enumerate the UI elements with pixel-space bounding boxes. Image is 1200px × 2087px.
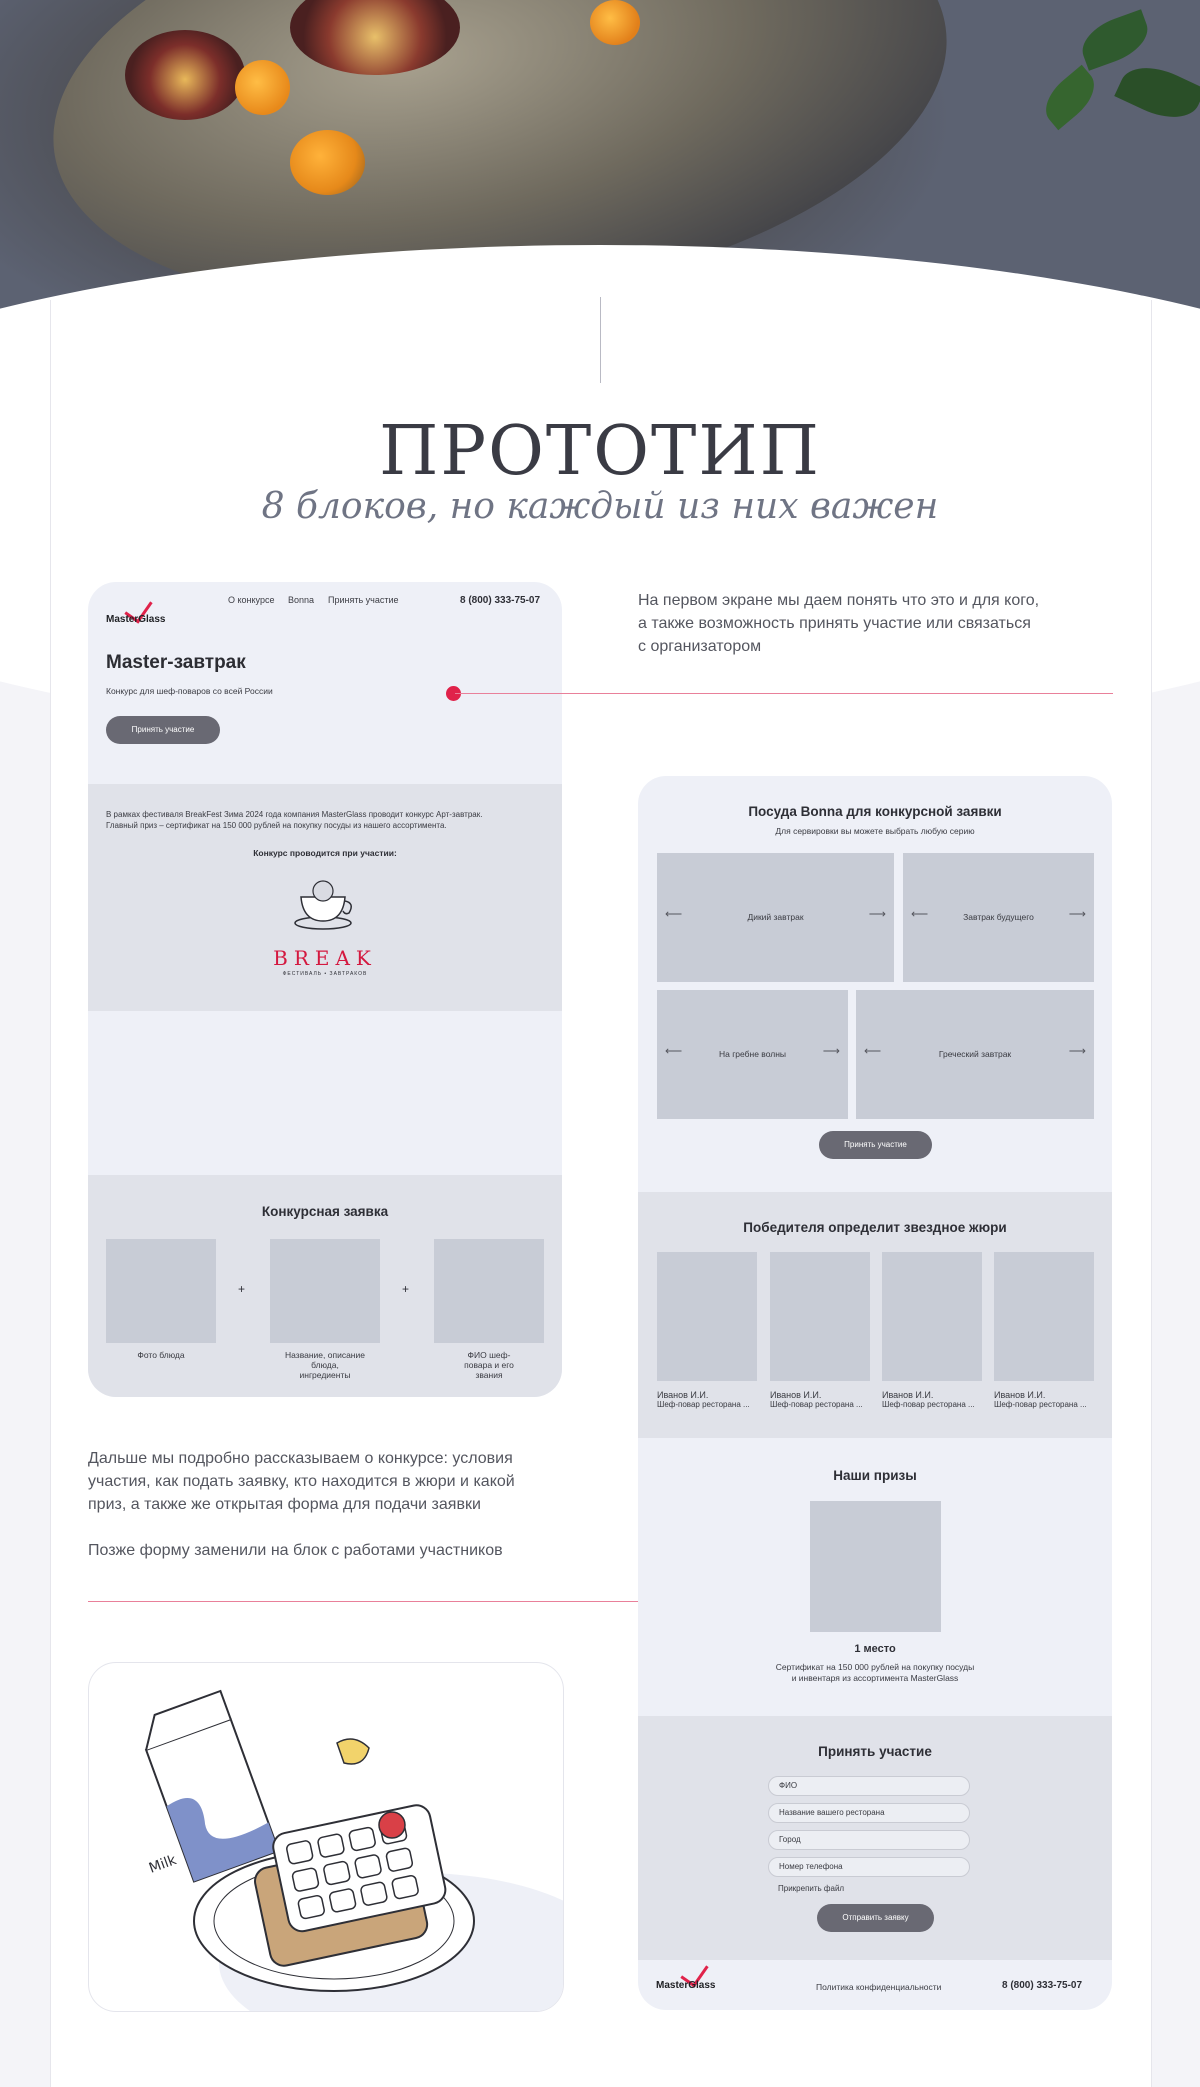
partner-caption: ФЕСТИВАЛЬ • ЗАВТРАКОВ bbox=[282, 971, 368, 977]
partner-logo: BREAK bbox=[273, 946, 377, 970]
about-section bbox=[88, 784, 562, 1011]
jury-role: Шеф-повар ресторана ... bbox=[657, 1400, 750, 1409]
description-placeholder bbox=[270, 1239, 380, 1343]
cta-button[interactable]: Принять участие bbox=[106, 716, 220, 744]
partner-heading: Конкурс проводится при участии: bbox=[253, 848, 397, 858]
series-label: Дикий завтрак bbox=[747, 912, 804, 922]
description-line: участия, как подать заявку, кто находится в жюри и какой bbox=[88, 1473, 515, 1490]
description-line: а также возможность принять участие или связаться bbox=[638, 615, 1031, 632]
plus-sign: + bbox=[238, 1282, 246, 1296]
jury-role: Шеф-повар ресторана ... bbox=[882, 1400, 975, 1409]
arrow-left-icon[interactable]: ⟵ bbox=[665, 1044, 683, 1058]
milk-label: Milk bbox=[146, 1852, 179, 1877]
item-caption: ФИО шеф-повара и его звания bbox=[464, 1350, 514, 1380]
leaf-image bbox=[1036, 65, 1104, 130]
passion-fruit-image bbox=[125, 30, 245, 120]
jury-name: Иванов И.И. bbox=[882, 1390, 934, 1400]
physalis-image bbox=[235, 60, 290, 115]
physalis-image bbox=[590, 0, 640, 45]
description-line: приз, а также же открытая форма для подачи заявки bbox=[88, 1496, 481, 1513]
physalis-image bbox=[290, 130, 365, 195]
nav-item[interactable]: О конкурсе bbox=[228, 595, 275, 605]
series-tile[interactable] bbox=[657, 990, 848, 1119]
nav-item[interactable]: Bonna bbox=[288, 595, 315, 605]
jury-card bbox=[770, 1252, 870, 1409]
arrow-right-icon[interactable]: ⟶ bbox=[868, 907, 886, 921]
description-line: Дальше мы подробно рассказываем о конкурсе: условия bbox=[88, 1450, 513, 1467]
attach-file-link[interactable]: Прикрепить файл bbox=[778, 1884, 845, 1893]
series-label: Греческий завтрак bbox=[938, 1049, 1012, 1059]
mock-right bbox=[638, 776, 1112, 2010]
prize-place: 1 место bbox=[854, 1643, 896, 1655]
footer-logo: MasterGlass bbox=[656, 1966, 726, 1996]
prize-text: и инвентаря из ассортимента MasterGlass bbox=[791, 1673, 959, 1683]
phone-field[interactable]: Номер телефона bbox=[768, 1857, 970, 1877]
jury-photo bbox=[882, 1252, 982, 1381]
restaurant-field[interactable]: Название вашего ресторана bbox=[768, 1803, 970, 1823]
jury-role: Шеф-повар ресторана ... bbox=[770, 1400, 863, 1409]
arrow-right-icon[interactable]: ⟶ bbox=[1068, 907, 1086, 921]
prizes-title: Наши призы bbox=[833, 1468, 917, 1483]
jury-photo bbox=[657, 1252, 757, 1381]
description-2 bbox=[88, 1447, 558, 1562]
mock-left bbox=[88, 582, 562, 1397]
series-tile[interactable] bbox=[856, 990, 1094, 1119]
jury-name: Иванов И.И. bbox=[657, 1390, 709, 1400]
nav-item[interactable]: Принять участие bbox=[328, 595, 399, 605]
prize-text: Сертификат на 150 000 рублей на покупку посуды bbox=[775, 1662, 975, 1672]
dishes-title: Посуда Bonna для конкурсной заявки bbox=[748, 804, 1002, 819]
connector-line bbox=[455, 693, 1113, 694]
description-line: На первом экране мы даем понять что это и для кого, bbox=[638, 592, 1040, 609]
item-caption: Название, описание блюда, ингредиенты bbox=[285, 1350, 365, 1380]
form-title: Принять участие bbox=[818, 1744, 932, 1759]
arrow-left-icon[interactable]: ⟵ bbox=[911, 907, 929, 921]
page-title: ПРОТОТИП bbox=[379, 412, 821, 491]
leaf-image bbox=[1075, 9, 1154, 71]
application-section bbox=[88, 1175, 562, 1397]
hero-subtitle: Конкурс для шеф-поваров со всей России bbox=[106, 686, 273, 696]
divider-line bbox=[600, 297, 601, 383]
teacup-icon bbox=[293, 877, 357, 931]
series-label: На гребне волны bbox=[718, 1049, 787, 1059]
dishes-subtitle: Для сервировки вы можете выбрать любую серию bbox=[775, 826, 975, 836]
about-text: В рамках фестиваля BreakFest Зима 2024 года компания MasterGlass проводит конкурс Арт-завтрак. bbox=[106, 810, 483, 819]
form-section bbox=[638, 1716, 1112, 1960]
privacy-link[interactable]: Политика конфиденциальности bbox=[816, 1982, 942, 1992]
illustration-card bbox=[88, 1662, 564, 2012]
hero-title: Master-завтрак bbox=[106, 652, 246, 673]
series-tile[interactable] bbox=[903, 853, 1094, 982]
header-phone[interactable]: 8 (800) 333-75-07 bbox=[460, 595, 541, 606]
jury-card bbox=[657, 1252, 757, 1409]
description-line: с организатором bbox=[638, 638, 762, 655]
city-field[interactable]: Город bbox=[768, 1830, 970, 1850]
series-label: Завтрак будущего bbox=[963, 912, 1034, 922]
breakfast-illustration bbox=[89, 1663, 563, 2011]
jury-name: Иванов И.И. bbox=[994, 1390, 1046, 1400]
photo-placeholder bbox=[106, 1239, 216, 1343]
description-line: Позже форму заменили на блок с работами участников bbox=[88, 1542, 503, 1559]
arrow-right-icon[interactable]: ⟶ bbox=[1068, 1044, 1086, 1058]
footer-phone[interactable]: 8 (800) 333-75-07 bbox=[1002, 1980, 1083, 1991]
description-1 bbox=[638, 589, 1098, 658]
jury-role: Шеф-повар ресторана ... bbox=[994, 1400, 1087, 1409]
jury-title: Победителя определит звездное жюри bbox=[743, 1220, 1007, 1235]
logo: MasterGlass bbox=[106, 604, 176, 628]
item-caption: Фото блюда bbox=[137, 1350, 185, 1360]
series-tile[interactable] bbox=[657, 853, 894, 982]
cta-button[interactable]: Принять участие bbox=[819, 1131, 932, 1159]
plus-sign: + bbox=[402, 1282, 410, 1296]
chef-placeholder bbox=[434, 1239, 544, 1343]
jury-photo bbox=[770, 1252, 870, 1381]
name-field[interactable]: ФИО bbox=[768, 1776, 970, 1796]
application-title: Конкурсная заявка bbox=[261, 1204, 389, 1219]
prize-image bbox=[810, 1501, 941, 1632]
about-text: Главный приз – сертификат на 150 000 рублей на покупку посуды из нашего ассортимента. bbox=[106, 821, 447, 830]
arrow-left-icon[interactable]: ⟵ bbox=[665, 907, 683, 921]
jury-photo bbox=[994, 1252, 1094, 1381]
jury-card bbox=[994, 1252, 1094, 1409]
jury-card bbox=[882, 1252, 982, 1409]
jury-name: Иванов И.И. bbox=[770, 1390, 822, 1400]
page-subtitle: 8 блоков, но каждый из них важен bbox=[261, 486, 939, 527]
leaf-image bbox=[1114, 55, 1200, 130]
arrow-right-icon[interactable]: ⟶ bbox=[822, 1044, 840, 1058]
jury-section bbox=[638, 1192, 1112, 1438]
arrow-left-icon[interactable]: ⟵ bbox=[864, 1044, 882, 1058]
submit-button[interactable]: Отправить заявку bbox=[817, 1904, 934, 1932]
